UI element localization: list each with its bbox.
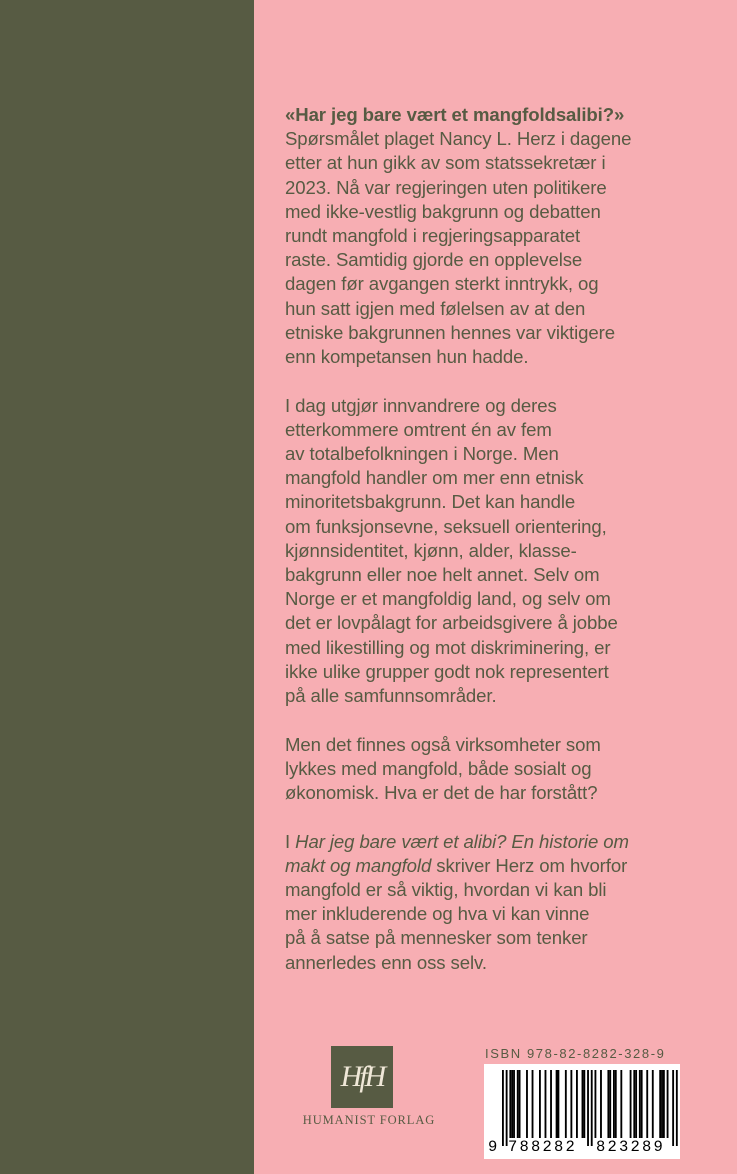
barcode-digits-left: 788282	[508, 1138, 578, 1156]
blurb-line: kjønnsidentitet, kjønn, alder, klasse-	[285, 539, 577, 561]
barcode-bar	[591, 1070, 593, 1146]
blurb-paragraph-3	[285, 733, 705, 806]
book-title-italic: Har jeg bare vært et alibi? En historie om	[295, 830, 629, 852]
barcode-bar	[545, 1070, 547, 1138]
publisher-logo-glyph: HfH	[340, 1060, 384, 1093]
barcode-bar	[672, 1070, 674, 1146]
barcode-bar	[513, 1070, 515, 1138]
book-subtitle-italic: makt og mangfold	[285, 854, 432, 876]
barcode-bar	[556, 1070, 558, 1138]
barcode-digits-right: 823289	[596, 1138, 666, 1156]
blurb-line: enn kompetansen hun hadde.	[285, 346, 529, 368]
blurb-line: Spørsmålet plaget Nancy L. Herz i dagene	[285, 128, 632, 150]
barcode-bar	[659, 1070, 661, 1138]
blurb-line: hun satt igjen med følelsen av at den	[285, 297, 586, 319]
barcode-bar	[676, 1070, 678, 1146]
barcode-bar	[506, 1070, 508, 1146]
book-spine	[0, 0, 254, 1174]
blurb-line: økonomisk. Hva er det de har forstått?	[285, 782, 598, 804]
blurb-line: etterkommere omtrent én av fem	[285, 418, 552, 440]
isbn-barcode	[484, 1064, 680, 1159]
blurb-line: med likestilling og mot diskriminering, er	[285, 636, 611, 658]
barcode-bar	[526, 1070, 528, 1138]
barcode-bar	[570, 1070, 572, 1138]
barcode-bar	[539, 1070, 541, 1138]
blurb-paragraph-1	[285, 103, 705, 369]
barcode-bar	[595, 1070, 597, 1138]
back-cover-blurb	[285, 103, 705, 999]
barcode-bar	[502, 1070, 504, 1146]
barcode-bar	[635, 1070, 637, 1138]
blurb-line: mangfold er så viktig, hvordan vi kan bli	[285, 879, 607, 901]
barcode-bar	[630, 1070, 632, 1138]
barcode-bar	[652, 1070, 654, 1138]
barcode-bar	[607, 1070, 609, 1138]
blurb-line: dagen før avgangen sterkt inntrykk, og	[285, 273, 599, 295]
blurb-line: på å satse på mennesker som tenker	[285, 927, 588, 949]
blurb-line: mangfold handler om mer enn etnisk	[285, 467, 584, 489]
barcode-bar	[558, 1070, 560, 1138]
blurb-line: Norge er et mangfoldig land, og selv om	[285, 588, 611, 610]
barcode-bar	[661, 1070, 663, 1138]
barcode-bar	[582, 1070, 584, 1138]
blurb-line: det er lovpålagt for arbeidsgivere å jobbe	[285, 612, 618, 634]
barcode-bar	[641, 1070, 643, 1138]
barcode-digit-first: 9	[488, 1138, 498, 1156]
barcode-bar	[511, 1070, 513, 1138]
barcode-bar	[646, 1070, 648, 1138]
barcode-bar	[583, 1070, 585, 1138]
blurb-line: på alle samfunnsområder.	[285, 685, 497, 707]
blurb-line: om funksjonsevne, seksuell orientering,	[285, 515, 607, 537]
barcode-bar	[519, 1070, 521, 1138]
blurb-text: I	[285, 830, 296, 852]
blurb-line: ikke ulike grupper godt nok representert	[285, 660, 609, 682]
barcode-bar	[639, 1070, 641, 1138]
barcode-bar	[576, 1070, 578, 1138]
blurb-line: bakgrunn eller noe helt annet. Selv om	[285, 564, 600, 586]
barcode-bar	[620, 1070, 622, 1138]
blurb-line: 2023. Nå var regjeringen uten politikere	[285, 176, 607, 198]
barcode-bar	[609, 1070, 611, 1138]
barcode-bar	[532, 1070, 534, 1138]
barcode-bar	[600, 1070, 602, 1138]
barcode-bar	[517, 1070, 519, 1138]
barcode-bar	[633, 1070, 635, 1138]
blurb-paragraph-2	[285, 394, 705, 709]
barcode-bar	[509, 1070, 511, 1138]
blurb-line: av totalbefolkningen i Norge. Men	[285, 443, 559, 465]
blurb-line: raste. Samtidig gjorde en opplevelse	[285, 249, 583, 271]
blurb-line: minoritetsbakgrunn. Det kan handle	[285, 491, 576, 513]
isbn-label: ISBN 978-82-8282-328-9	[485, 1046, 666, 1061]
blurb-line: Men det finnes også virksomheter som	[285, 733, 601, 755]
blurb-line: lykkes med mangfold, både sosialt og	[285, 757, 592, 779]
blurb-lead-question: «Har jeg bare vært et mangfoldsalibi?»	[285, 104, 625, 125]
barcode-bar	[587, 1070, 589, 1146]
barcode-bar	[663, 1070, 665, 1138]
blurb-line: mer inkluderende og hva vi kan vinne	[285, 903, 590, 925]
barcode-bar	[667, 1070, 669, 1138]
publisher-logo	[331, 1046, 393, 1108]
barcode-bar	[615, 1070, 617, 1138]
blurb-paragraph-4	[285, 830, 705, 975]
blurb-line: etter at hun gikk av som statssekretær i	[285, 152, 606, 174]
barcode-bar	[613, 1070, 615, 1138]
barcode-bar	[550, 1070, 552, 1138]
blurb-line: annerledes enn oss selv.	[285, 951, 487, 973]
blurb-line: etniske bakgrunnen hennes var viktigere	[285, 321, 615, 343]
publisher-name: HUMANIST FORLAG	[302, 1113, 436, 1127]
blurb-line: med ikke-vestlig bakgrunn og debatten	[285, 200, 601, 222]
blurb-line: I dag utgjør innvandrere og deres	[285, 394, 557, 416]
barcode-digits	[484, 1138, 680, 1158]
blurb-text: skriver Herz om hvorfor	[431, 854, 628, 876]
barcode-bar	[565, 1070, 567, 1138]
blurb-line: rundt mangfold i regjeringsapparatet	[285, 225, 581, 247]
